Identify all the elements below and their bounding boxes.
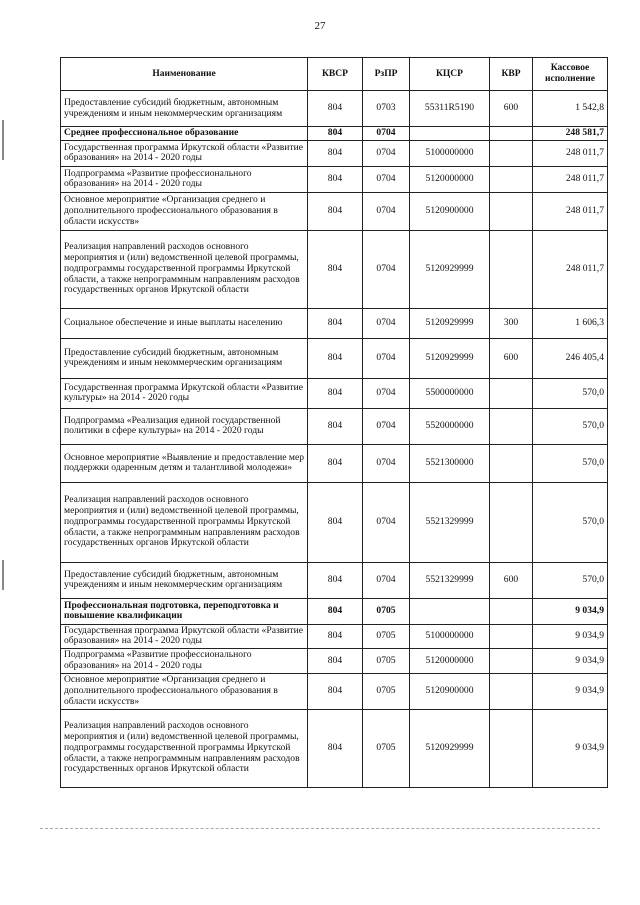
row-name-cell: Подпрограмма «Развитие профессионального образования» на 2014 - 2020 годы	[61, 649, 308, 673]
header-name: Наименование	[61, 58, 308, 91]
row-name-cell: Основное мероприятие «Выявление и предоставление мер поддержки одаренным детям и талантливой молодежи»	[61, 444, 308, 482]
row-name-cell: Реализация направлений расходов основного мероприятия и (или) ведомственной целевой программы, подпрограммы государственной программы Иркутской области, а также непрограммным направлениям расходов государственных органов Иркутской области	[61, 230, 308, 308]
row-kvr-cell	[490, 598, 533, 624]
row-kvsr-cell: 804	[308, 482, 363, 562]
row-name-cell: Реализация направлений расходов основного мероприятия и (или) ведомственной целевой программы, подпрограммы государственной программы Иркутской области, а также непрограммным направлениям расходов государственных органов Иркутской области	[61, 709, 308, 787]
row-kvr-cell	[490, 624, 533, 648]
row-rzpr-cell: 0704	[363, 338, 410, 378]
table-body	[61, 91, 608, 788]
row-kcsr-cell: 55311R5190	[410, 91, 490, 127]
table-row	[61, 673, 608, 709]
row-kvsr-cell: 804	[308, 562, 363, 598]
row-rzpr-cell: 0705	[363, 624, 410, 648]
table-row	[61, 562, 608, 598]
row-kvr-cell	[490, 649, 533, 673]
row-amount-cell: 248 581,7	[533, 127, 608, 141]
row-rzpr-cell: 0703	[363, 91, 410, 127]
row-rzpr-cell: 0704	[363, 562, 410, 598]
scan-artifact-line	[40, 828, 600, 831]
row-kvr-cell	[490, 192, 533, 230]
row-kvr-cell: 300	[490, 308, 533, 338]
row-kcsr-cell: 5500000000	[410, 378, 490, 408]
row-amount-cell: 9 034,9	[533, 624, 608, 648]
row-kvsr-cell: 804	[308, 444, 363, 482]
table-row	[61, 408, 608, 444]
row-amount-cell: 9 034,9	[533, 673, 608, 709]
header-kcsr: КЦСР	[410, 58, 490, 91]
table-row	[61, 192, 608, 230]
table-row	[61, 444, 608, 482]
row-kvsr-cell: 804	[308, 338, 363, 378]
row-amount-cell: 570,0	[533, 562, 608, 598]
row-kcsr-cell: 5521329999	[410, 482, 490, 562]
row-kvsr-cell: 804	[308, 649, 363, 673]
table-row	[61, 649, 608, 673]
scan-edge-mark	[2, 120, 4, 160]
row-kcsr-cell: 5120000000	[410, 166, 490, 192]
row-kvr-cell	[490, 140, 533, 166]
row-rzpr-cell: 0704	[363, 127, 410, 141]
table-row	[61, 482, 608, 562]
row-rzpr-cell: 0704	[363, 166, 410, 192]
row-kvsr-cell: 804	[308, 378, 363, 408]
row-rzpr-cell: 0705	[363, 598, 410, 624]
row-name-cell: Основное мероприятие «Организация среднего и дополнительного профессионального образования в области искусств»	[61, 673, 308, 709]
row-kvsr-cell: 804	[308, 192, 363, 230]
scan-edge-mark	[2, 560, 4, 590]
row-amount-cell: 570,0	[533, 482, 608, 562]
row-kvsr-cell: 804	[308, 673, 363, 709]
row-kvsr-cell: 804	[308, 166, 363, 192]
row-kcsr-cell: 5120000000	[410, 649, 490, 673]
row-name-cell: Среднее профессиональное образование	[61, 127, 308, 141]
row-kvr-cell	[490, 673, 533, 709]
row-amount-cell: 570,0	[533, 444, 608, 482]
table-row	[61, 91, 608, 127]
page-number: 27	[314, 20, 326, 32]
row-name-cell: Социальное обеспечение и иные выплаты населению	[61, 308, 308, 338]
table-row	[61, 140, 608, 166]
row-amount-cell: 248 011,7	[533, 192, 608, 230]
row-kcsr-cell: 5120929999	[410, 709, 490, 787]
row-amount-cell: 9 034,9	[533, 709, 608, 787]
row-kcsr-cell	[410, 598, 490, 624]
row-kvsr-cell: 804	[308, 230, 363, 308]
row-kvsr-cell: 804	[308, 308, 363, 338]
budget-execution-table	[60, 57, 608, 788]
row-kcsr-cell: 5100000000	[410, 624, 490, 648]
row-kvsr-cell: 804	[308, 598, 363, 624]
row-name-cell: Подпрограмма «Развитие профессионального образования» на 2014 - 2020 годы	[61, 166, 308, 192]
row-rzpr-cell: 0705	[363, 649, 410, 673]
row-kcsr-cell: 5120900000	[410, 192, 490, 230]
row-name-cell: Предоставление субсидий бюджетным, автономным учреждениям и иным некоммерческим организациям	[61, 562, 308, 598]
row-rzpr-cell: 0704	[363, 482, 410, 562]
row-kvsr-cell: 804	[308, 408, 363, 444]
row-kvr-cell: 600	[490, 562, 533, 598]
row-kvsr-cell: 804	[308, 624, 363, 648]
row-name-cell: Государственная программа Иркутской области «Развитие образования» на 2014 - 2020 годы	[61, 624, 308, 648]
table-row	[61, 378, 608, 408]
row-kvr-cell	[490, 127, 533, 141]
table-row	[61, 338, 608, 378]
table-row	[61, 127, 608, 141]
row-amount-cell: 248 011,7	[533, 140, 608, 166]
row-rzpr-cell: 0704	[363, 408, 410, 444]
row-kcsr-cell: 5120929999	[410, 230, 490, 308]
row-amount-cell: 570,0	[533, 408, 608, 444]
table-row	[61, 230, 608, 308]
row-name-cell: Государственная программа Иркутской области «Развитие культуры» на 2014 - 2020 годы	[61, 378, 308, 408]
table-row	[61, 709, 608, 787]
row-kvr-cell	[490, 709, 533, 787]
row-amount-cell: 9 034,9	[533, 598, 608, 624]
row-amount-cell: 248 011,7	[533, 230, 608, 308]
row-kvr-cell	[490, 378, 533, 408]
row-kvsr-cell: 804	[308, 709, 363, 787]
row-rzpr-cell: 0704	[363, 192, 410, 230]
row-name-cell: Основное мероприятие «Организация среднего и дополнительного профессионального образования в области искусств»	[61, 192, 308, 230]
row-kvr-cell: 600	[490, 91, 533, 127]
row-kcsr-cell	[410, 127, 490, 141]
row-amount-cell: 9 034,9	[533, 649, 608, 673]
row-kvr-cell	[490, 444, 533, 482]
header-kvr: КВР	[490, 58, 533, 91]
row-kvsr-cell: 804	[308, 127, 363, 141]
row-rzpr-cell: 0704	[363, 378, 410, 408]
row-amount-cell: 570,0	[533, 378, 608, 408]
row-rzpr-cell: 0705	[363, 673, 410, 709]
row-rzpr-cell: 0704	[363, 308, 410, 338]
row-kcsr-cell: 5120929999	[410, 338, 490, 378]
row-kcsr-cell: 5120929999	[410, 308, 490, 338]
row-kcsr-cell: 5521329999	[410, 562, 490, 598]
row-kvr-cell	[490, 482, 533, 562]
row-name-cell: Профессиональная подготовка, переподготовка и повышение квалификации	[61, 598, 308, 624]
row-rzpr-cell: 0705	[363, 709, 410, 787]
table-row	[61, 598, 608, 624]
row-name-cell: Предоставление субсидий бюджетным, автономным учреждениям и иным некоммерческим организациям	[61, 338, 308, 378]
row-kcsr-cell: 5120900000	[410, 673, 490, 709]
row-rzpr-cell: 0704	[363, 444, 410, 482]
row-kcsr-cell: 5521300000	[410, 444, 490, 482]
row-amount-cell: 246 405,4	[533, 338, 608, 378]
row-rzpr-cell: 0704	[363, 230, 410, 308]
row-amount-cell: 1 606,3	[533, 308, 608, 338]
header-kvsr: КВСР	[308, 58, 363, 91]
row-kvsr-cell: 804	[308, 140, 363, 166]
row-kvr-cell	[490, 408, 533, 444]
table-row	[61, 624, 608, 648]
row-kvsr-cell: 804	[308, 91, 363, 127]
row-amount-cell: 1 542,8	[533, 91, 608, 127]
table-row	[61, 166, 608, 192]
row-name-cell: Предоставление субсидий бюджетным, автономным учреждениям и иным некоммерческим организациям	[61, 91, 308, 127]
row-name-cell: Реализация направлений расходов основного мероприятия и (или) ведомственной целевой программы, подпрограммы государственной программы Иркутской области, а также непрограммным направлениям расходов государственных органов Иркутской области	[61, 482, 308, 562]
row-kcsr-cell: 5100000000	[410, 140, 490, 166]
row-kvr-cell: 600	[490, 338, 533, 378]
table-row	[61, 308, 608, 338]
header-rzpr: РзПР	[363, 58, 410, 91]
row-name-cell: Подпрограмма «Реализация единой государственной политики в сфере культуры» на 2014 - 2020 годы	[61, 408, 308, 444]
row-amount-cell: 248 011,7	[533, 166, 608, 192]
header-amount: Кассовое исполнение	[533, 58, 608, 91]
row-kcsr-cell: 5520000000	[410, 408, 490, 444]
table-header-row	[61, 58, 608, 91]
row-rzpr-cell: 0704	[363, 140, 410, 166]
row-kvr-cell	[490, 230, 533, 308]
row-kvr-cell	[490, 166, 533, 192]
row-name-cell: Государственная программа Иркутской области «Развитие образования» на 2014 - 2020 годы	[61, 140, 308, 166]
